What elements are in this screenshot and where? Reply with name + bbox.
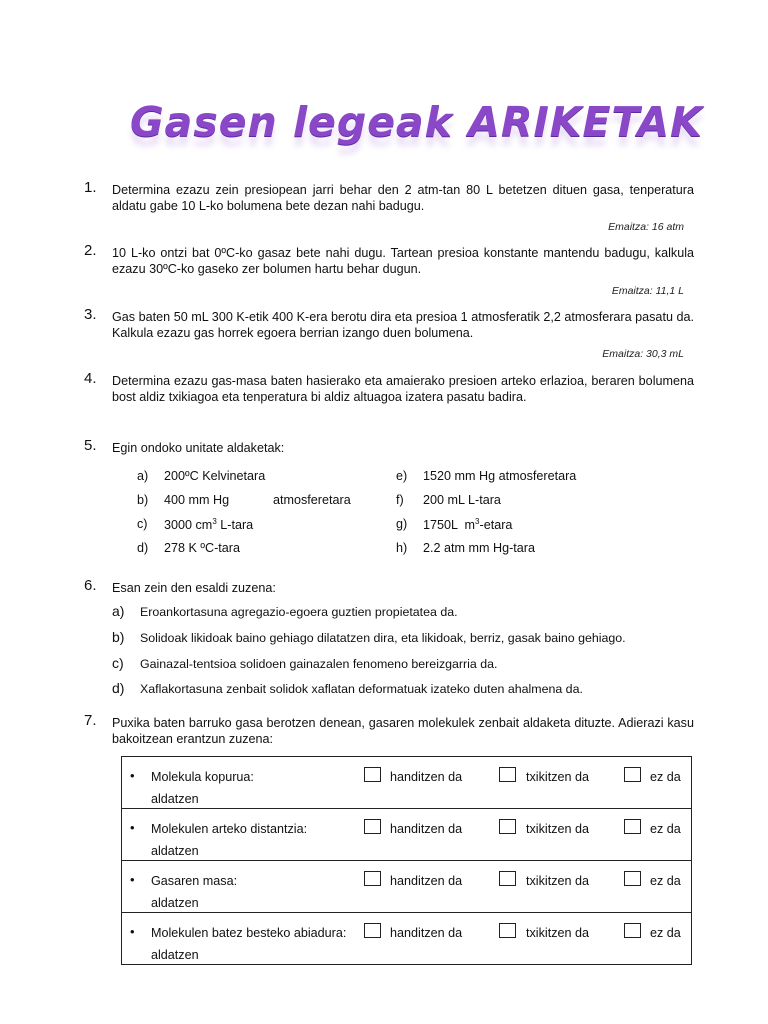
conversion-target: atmosferetara [273,493,351,507]
superscript: 3 [475,517,480,526]
bullet: • [130,820,135,835]
option-text: Eroankortasuna agregazio-egoera guztien propietatea da. [140,605,458,619]
option-text: Solidoak likidoak baino gehiago dilatatzen dira, eta likidoak, berriz, gasak baino gehiago. [140,631,626,645]
question-text: Egin ondoko unitate aldaketak: [112,441,285,455]
question-number: 5. [84,437,97,454]
checkbox-txikitzen[interactable] [499,871,516,886]
conversion-text: 1520 mm Hg atmosferetara [423,469,577,483]
checkbox-ez-da[interactable] [624,871,641,886]
row-continuation: aldatzen [151,844,199,858]
question-number: 4. [84,370,97,387]
checkbox-handitzen[interactable] [364,871,381,886]
table-row [122,913,692,965]
choice-handitzen: handitzen da [390,770,463,784]
conversion-text: 1750L m [423,518,476,533]
conversion-suffix: -etara [479,518,513,533]
choice-handitzen: handitzen da [390,874,463,888]
result-3: Emaitza: 30,3 mL [602,348,684,360]
conversion-text: 2.2 atm mm Hg-tara [423,541,535,555]
page-title: Gasen legeak ARIKETAK [130,98,703,146]
conversion-letter: b) [137,493,149,507]
row-label: Molekulen batez besteko abiadura: [151,926,347,940]
option-b [112,629,626,645]
bullet: • [130,872,135,887]
option-letter: a) [112,603,125,619]
question-text: Gas baten 50 mL 300 K-etik 400 K-era berotu dira eta presioa 1 atmosferatik 2,2 atmosferara pasatu da. Kalkula ezazu gas horrek egoera berrian izango duen bolumena. [112,310,694,340]
choice-ez-da: ez da [650,822,681,836]
choice-ez-da: ez da [650,926,681,940]
conversion-suffix: L-tara [216,518,254,533]
question-4 [84,370,694,405]
option-c [112,655,498,671]
result-1: Emaitza: 16 atm [608,221,684,233]
choice-ez-da: ez da [650,770,681,784]
option-d [112,680,583,696]
question-5 [84,437,694,456]
question-number: 2. [84,242,97,259]
row-continuation: aldatzen [151,792,199,806]
question-number: 3. [84,306,97,323]
checkbox-ez-da[interactable] [624,767,641,782]
choice-txikitzen: txikitzen da [526,770,589,784]
bullet: • [130,768,135,783]
checkbox-txikitzen[interactable] [499,819,516,834]
conversion-text: 3000 cm [164,518,213,533]
conversion-text: 278 K ºC-tara [164,541,240,555]
choice-txikitzen: txikitzen da [526,926,589,940]
row-label: Molekula kopurua: [151,770,254,784]
table-row [122,861,692,913]
question-text: Determina ezazu gas-masa baten hasierako eta amaierako presioen arteko erlazioa, beraren bolumena bost aldiz txikiagoa eta tenperatura bi aldiz altuagoa izatera pasatu badira. [112,374,694,404]
conversion-letter: h) [396,541,408,555]
checkbox-txikitzen[interactable] [499,923,516,938]
checkbox-ez-da[interactable] [624,819,641,834]
question-2 [84,242,694,277]
question-text: Puxika baten barruko gasa berotzen denean, gasaren molekulek zenbait aldaketa dituzte. Adierazi kasu bakoitzean erantzun zuzena: [112,716,694,746]
question-number: 6. [84,577,97,594]
option-a [112,603,458,619]
choice-txikitzen: txikitzen da [526,874,589,888]
answer-table [121,756,692,965]
question-3 [84,306,694,341]
bullet: • [130,924,135,939]
choice-handitzen: handitzen da [390,926,463,940]
question-number: 1. [84,179,97,196]
option-text: Gainazal-tentsioa solidoen gainazalen fenomeno bereizgarria da. [140,657,498,671]
conversion-letter: c) [137,517,148,531]
conversion-text: 200 mL L-tara [423,493,501,507]
conversion-text-wrap [164,517,253,532]
checkbox-handitzen[interactable] [364,767,381,782]
option-letter: c) [112,655,124,671]
checkbox-ez-da[interactable] [624,923,641,938]
result-2: Emaitza: 11,1 L [611,285,684,297]
conversion-letter: d) [137,541,149,555]
row-label: Gasaren masa: [151,874,238,888]
table-row [122,809,692,861]
conversion-letter: g) [396,517,408,531]
option-letter: d) [112,680,125,696]
question-6 [84,577,694,596]
checkbox-txikitzen[interactable] [499,767,516,782]
choice-txikitzen: txikitzen da [526,822,589,836]
question-7 [84,712,694,747]
conversion-text: 200ºC Kelvinetara [164,469,266,483]
row-continuation: aldatzen [151,896,199,910]
conversion-text-wrap [423,517,512,532]
checkbox-handitzen[interactable] [364,923,381,938]
choice-handitzen: handitzen da [390,822,463,836]
row-label: Molekulen arteko distantzia: [151,822,308,836]
choice-ez-da: ez da [650,874,681,888]
table-row [122,757,692,809]
question-1 [84,179,694,214]
row-continuation: aldatzen [151,948,199,962]
option-text: Xaflakortasuna zenbait solidok xaflatan deformatuak izateko duten ahalmena da. [140,682,583,696]
conversion-letter: f) [396,493,404,507]
superscript: 3 [212,517,217,526]
question-text: Esan zein den esaldi zuzena: [112,581,276,595]
question-text: Determina ezazu zein presiopean jarri behar den 2 atm-tan 80 L betetzen dituen gasa, tenperatura aldatu gabe 10 L-ko bolumena bete dezan nahi badugu. [112,183,694,213]
question-number: 7. [84,712,97,729]
conversion-letter: a) [137,469,149,483]
checkbox-handitzen[interactable] [364,819,381,834]
conversion-text: 400 mm Hg [164,493,230,507]
option-letter: b) [112,629,125,645]
question-text: 10 L-ko ontzi bat 0ºC-ko gasaz bete nahi dugu. Tartean presioa konstante mantendu badugu, kalkula ezazu 30ºC-ko gaseko zer bolumen hartu behar dugun. [112,246,694,276]
conversion-letter: e) [396,469,408,483]
